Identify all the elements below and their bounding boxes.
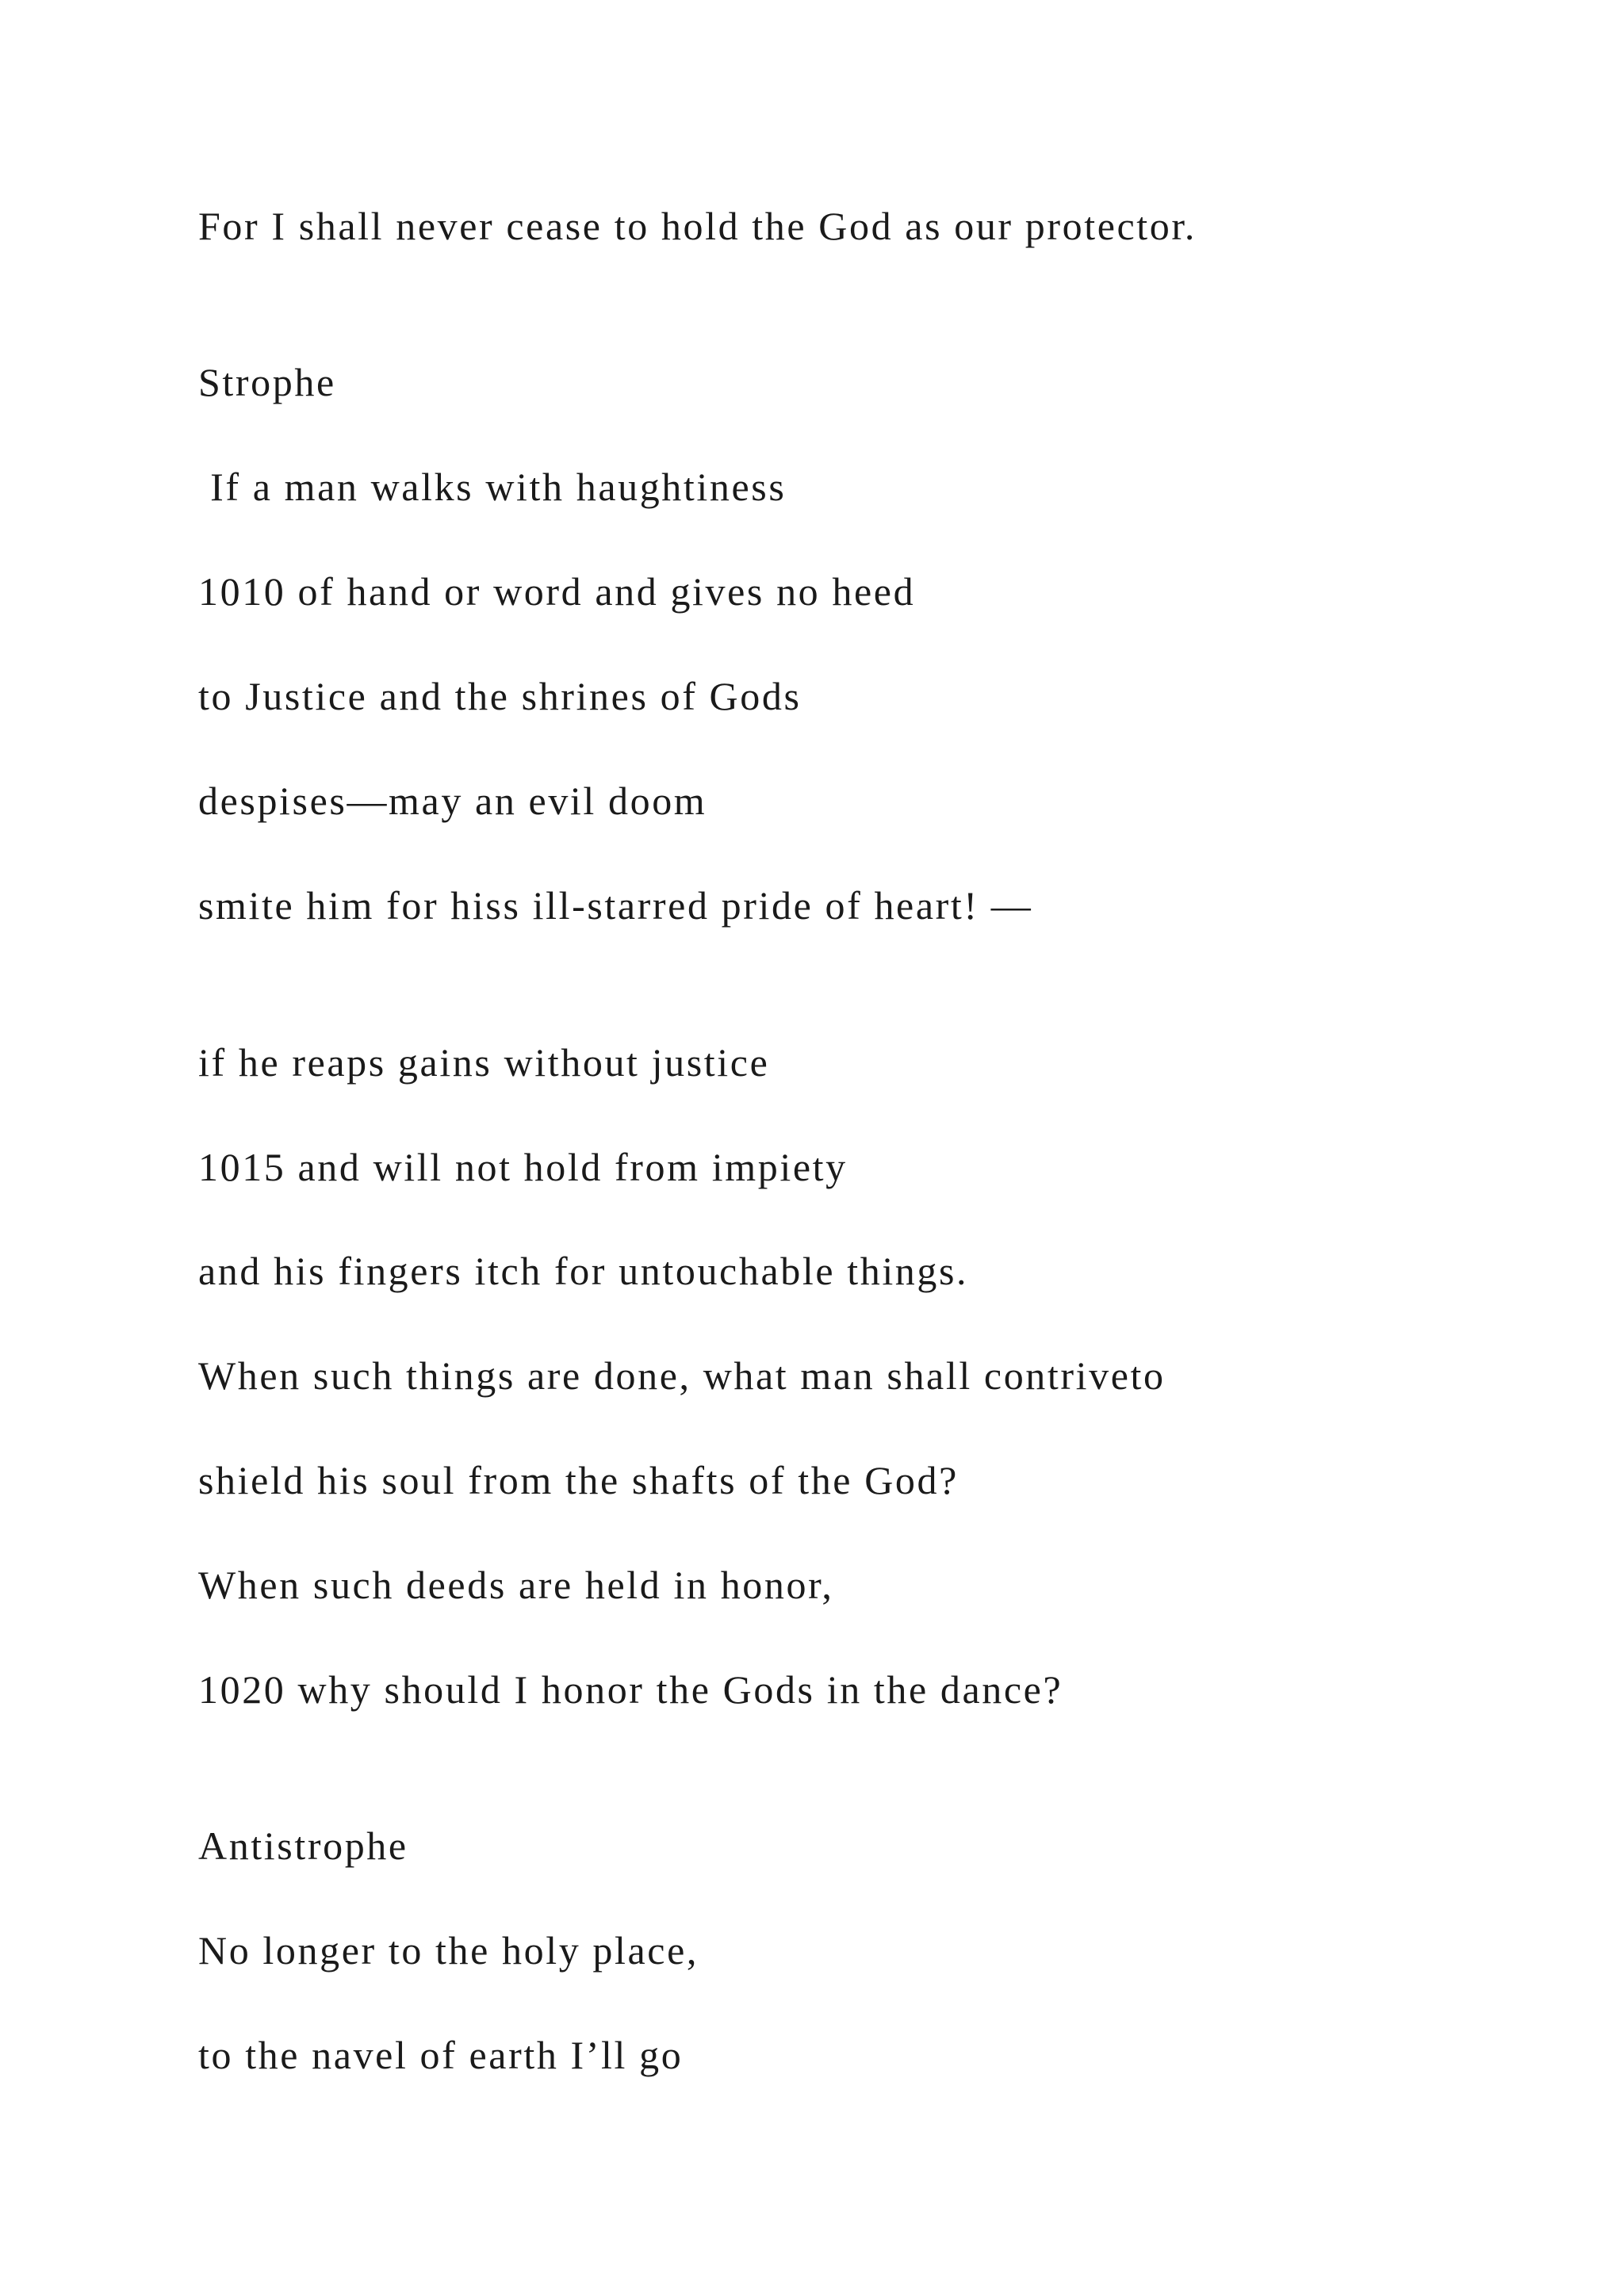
text-line: 1020 why should I honor the Gods in the dance? bbox=[198, 1667, 1063, 1712]
text-line: and his fingers itch for untouchable things. bbox=[198, 1249, 969, 1293]
section-heading-antistrophe: Antistrophe bbox=[198, 1823, 408, 1868]
text-line: If a man walks with haughtiness bbox=[198, 465, 787, 509]
text-line: shield his soul from the shafts of the God? bbox=[198, 1458, 959, 1502]
text-line: No longer to the holy place, bbox=[198, 1928, 699, 1973]
text-line: if he reaps gains without justice bbox=[198, 1040, 770, 1085]
text-line: to Justice and the shrines of Gods bbox=[198, 674, 802, 718]
section-heading-strophe: Strophe bbox=[198, 360, 336, 404]
text-line: For I shall never cease to hold the God as our protector. bbox=[198, 204, 1197, 248]
text-line: smite him for hiss ill-starred pride of heart! — bbox=[198, 883, 1033, 928]
text-line: When such things are done, what man shall contriveto bbox=[198, 1353, 1166, 1398]
text-line: When such deeds are held in honor, bbox=[198, 1563, 834, 1607]
text-line: despises—may an evil doom bbox=[198, 779, 707, 823]
text-line: 1015 and will not hold from impiety bbox=[198, 1145, 848, 1189]
text-line: 1010 of hand or word and gives no heed bbox=[198, 569, 916, 614]
text-line: to the navel of earth I’ll go bbox=[198, 2033, 684, 2077]
